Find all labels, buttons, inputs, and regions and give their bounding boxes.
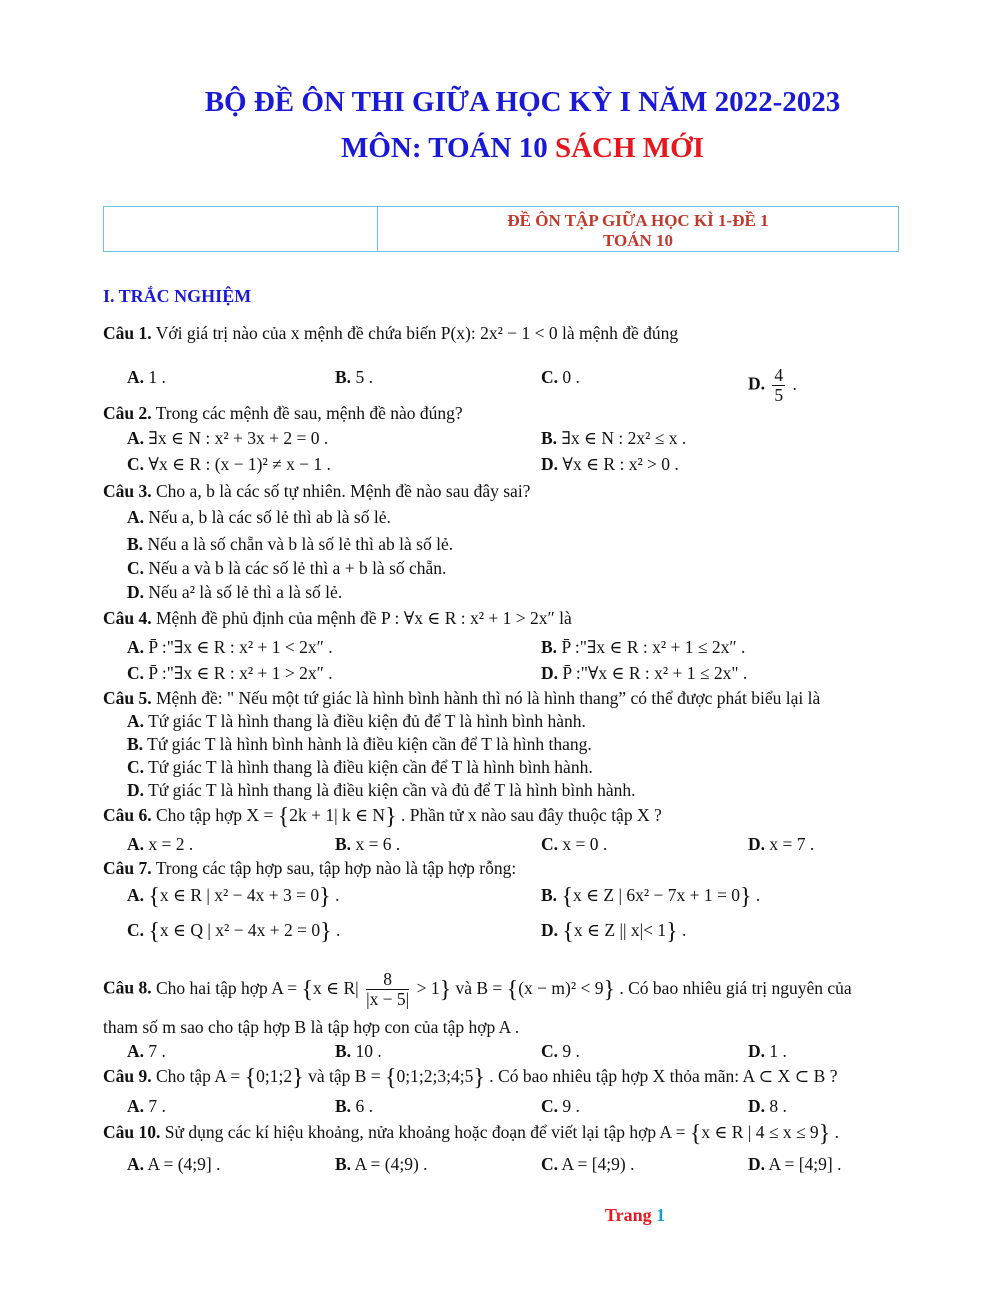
page-footer (0, 1205, 1000, 1226)
option-text: Nếu a² là số lẻ thì a là số lẻ. (148, 582, 343, 602)
answer-option[interactable] (335, 1153, 428, 1175)
answer-option[interactable] (748, 1153, 842, 1175)
option-letter: A. (127, 428, 145, 448)
answer-option[interactable] (127, 453, 331, 475)
question-label: Câu 1. (103, 323, 152, 343)
answer-option[interactable] (541, 366, 580, 388)
info-cell-right (378, 207, 898, 251)
option-text: {x ∈ R | x² − 4x + 3 = 0} . (148, 884, 340, 910)
option-letter: C. (541, 834, 559, 854)
option-letter: C. (127, 454, 145, 474)
option-letter: D. (748, 373, 766, 394)
question-text: Mệnh đề phủ định của mệnh đề P : ∀x ∈ R : x² + 1 > 2x″ là (156, 608, 572, 628)
option-text: x = 0 . (562, 834, 608, 854)
option-letter: C. (541, 367, 559, 387)
option-text: P̄ :"∃x ∈ R : x² + 1 > 2x″ . (148, 663, 333, 683)
answer-option[interactable] (127, 884, 339, 908)
question-5 (103, 687, 820, 709)
option-letter: C. (127, 757, 145, 777)
option-text: Tứ giác T là hình thang là điều kiện đủ để T là hình bình hành. (148, 711, 586, 731)
option-text: {x ∈ Z || x|< 1} . (562, 919, 687, 945)
question-text: Với giá trị nào của x mệnh đề chứa biến P(x): 2x² − 1 < 0 là mệnh đề đúng (155, 323, 679, 343)
answer-option[interactable] (127, 833, 193, 855)
option-text: 8 . (769, 1096, 787, 1116)
option-letter: D. (127, 780, 145, 800)
option-text: 6 . (355, 1096, 373, 1116)
answer-option[interactable] (127, 1153, 221, 1175)
answer-option[interactable] (541, 833, 607, 855)
answer-option[interactable] (541, 1095, 580, 1117)
answer-option[interactable] (748, 1040, 787, 1062)
answer-option[interactable] (127, 581, 342, 603)
answer-option[interactable] (127, 557, 446, 579)
question-text: Cho tập A = {0;1;2} và tập B = {0;1;2;3;4;5} . Có bao nhiêu tập hợp X thỏa mãn: A ⊂ X ⊂ B ? (156, 1065, 838, 1091)
exam-info-table (103, 206, 899, 252)
option-text: 7 . (148, 1096, 166, 1116)
answer-option[interactable] (127, 733, 592, 755)
info-cell-left (104, 207, 378, 251)
question-label: Câu 10. (103, 1122, 161, 1142)
answer-option[interactable] (748, 1095, 787, 1117)
footer-label: Trang (604, 1205, 657, 1225)
option-text: Tứ giác T là hình thang là điều kiện cần và đủ để T là hình bình hành. (148, 780, 636, 800)
option-letter: A. (127, 711, 145, 731)
option-letter: D. (748, 1041, 766, 1061)
question-text: Sử dụng các kí hiệu khoảng, nửa khoảng hoặc đoạn để viết lại tập hợp A = {x ∈ R | 4 ≤ x ≤ 9} . (164, 1121, 839, 1147)
option-text: 5 . (355, 367, 373, 387)
question-7 (103, 857, 516, 879)
answer-option[interactable] (127, 919, 340, 943)
question-text: Trong các tập hợp sau, tập hợp nào là tập hợp rỗng: (155, 858, 517, 878)
option-letter: B. (127, 534, 144, 554)
option-letter: C. (127, 920, 145, 940)
option-text: Tứ giác T là hình thang là điều kiện cần để T là hình bình hành. (148, 757, 593, 777)
answer-option[interactable] (127, 710, 586, 732)
option-text: ∀x ∈ R : (x − 1)² ≠ x − 1 . (148, 454, 331, 474)
answer-option[interactable] (127, 1095, 166, 1117)
answer-option[interactable] (127, 636, 333, 658)
question-10 (103, 1121, 839, 1145)
option-text: A = (4;9) . (354, 1154, 428, 1174)
option-letter: B. (127, 734, 144, 754)
question-label: Câu 8. (103, 977, 152, 998)
answer-option[interactable] (127, 756, 593, 778)
option-letter: A. (127, 834, 145, 854)
answer-option[interactable] (541, 636, 745, 658)
fraction: $\frac{8}{|x - 5|}$ (366, 969, 410, 1009)
option-letter: C. (541, 1041, 559, 1061)
answer-option[interactable] (127, 1040, 166, 1062)
answer-option[interactable] (748, 366, 797, 405)
option-text: A = (4;9] . (147, 1154, 221, 1174)
option-letter: B. (541, 885, 558, 905)
option-letter: D. (748, 834, 766, 854)
option-text: P̄ :"∃x ∈ R : x² + 1 < 2x″ . (148, 637, 333, 657)
answer-option[interactable] (127, 427, 328, 449)
option-letter: D. (748, 1154, 766, 1174)
answer-option[interactable] (335, 1095, 373, 1117)
option-letter: B. (335, 1041, 352, 1061)
question-4 (103, 607, 572, 629)
answer-option[interactable] (335, 1040, 382, 1062)
question-text: Mệnh đề: " Nếu một tứ giác là hình bình hành thì nó là hình thang” có thể được phát biểu lại là (156, 688, 821, 708)
question-text: Cho a, b là các số tự nhiên. Mệnh đề nào sau đây sai? (156, 481, 531, 501)
answer-option[interactable] (127, 366, 166, 388)
answer-option[interactable] (127, 662, 333, 684)
question-8 (103, 970, 852, 1009)
question-2 (103, 402, 463, 424)
option-text: 9 . (562, 1041, 580, 1061)
option-text: 7 . (148, 1041, 166, 1061)
option-letter: A. (127, 1041, 145, 1061)
option-letter: B. (335, 834, 352, 854)
option-text: ∃x ∈ N : x² + 3x + 2 = 0 . (148, 428, 329, 448)
title-highlight: SÁCH MỚI (554, 132, 705, 164)
option-text: Nếu a và b là các số lẻ thì a + b là số chẵn. (148, 558, 447, 578)
option-letter: D. (748, 1096, 766, 1116)
question-label: Câu 4. (103, 608, 152, 628)
option-text: 10 . (355, 1041, 382, 1061)
option-text: 1 . (769, 1041, 787, 1061)
question-6 (103, 804, 662, 828)
option-text: x = 2 . (148, 834, 194, 854)
option-letter: B. (335, 1096, 352, 1116)
option-text: A = [4;9) . (561, 1154, 635, 1174)
option-letter: D. (541, 454, 559, 474)
question-label: Câu 6. (103, 805, 152, 825)
question-3 (103, 480, 530, 502)
option-text: P̄ :"∀x ∈ R : x² + 1 ≤ 2x" . (562, 663, 748, 683)
page-title-line1: BỘ ĐỀ ÔN THI GIỮA HỌC KỲ I NĂM 2022-2023 (204, 86, 841, 118)
option-letter: B. (541, 428, 558, 448)
option-letter: C. (127, 558, 145, 578)
option-letter: D. (127, 582, 145, 602)
question-label: Câu 5. (103, 688, 152, 708)
option-letter: D. (541, 663, 559, 683)
fraction: $\frac{4}{5}$ (774, 365, 784, 405)
option-text: ∃x ∈ N : 2x² ≤ x . (561, 428, 687, 448)
question-1 (103, 322, 678, 344)
option-text: Nếu a là số chẵn và b là số lẻ thì ab là số lẻ. (147, 534, 454, 554)
page-title-line2 (0, 131, 1000, 165)
option-letter: A. (127, 507, 145, 527)
answer-option[interactable] (335, 366, 373, 388)
question-label: Câu 2. (103, 403, 152, 423)
option-letter: B. (335, 1154, 352, 1174)
option-letter: C. (541, 1096, 559, 1116)
question-8-continuation: tham số m sao cho tập hợp B là tập hợp con của tập hợp A . (103, 1017, 520, 1037)
option-letter: C. (127, 663, 145, 683)
answer-option[interactable] (541, 453, 679, 475)
option-text: ∀x ∈ R : x² > 0 . (562, 454, 679, 474)
answer-option[interactable] (541, 662, 747, 684)
option-text: P̄ :"∃x ∈ R : x² + 1 ≤ 2x″ . (561, 637, 746, 657)
option-letter: A. (127, 637, 145, 657)
option-letter: A. (127, 1154, 145, 1174)
question-label: Câu 7. (103, 858, 152, 878)
option-letter: C. (541, 1154, 559, 1174)
option-text: 0 . (562, 367, 580, 387)
option-text: A = [4;9] . (768, 1154, 842, 1174)
answer-option[interactable] (541, 1153, 635, 1175)
title-subject: MÔN: TOÁN 10 (340, 132, 555, 164)
option-text: $\frac{4}{5}$ . (774, 365, 797, 405)
section-title: I. TRẮC NGHIỆM (103, 286, 252, 306)
exam-name: ĐỀ ÔN TẬP GIỮA HỌC KÌ 1-ĐỀ 1 (507, 211, 769, 230)
answer-option[interactable] (748, 833, 814, 855)
option-text: {x ∈ Q | x² − 4x + 2 = 0} . (148, 919, 341, 945)
answer-option[interactable] (127, 779, 635, 801)
answer-option[interactable] (335, 833, 400, 855)
page-number: 1 (656, 1205, 666, 1225)
option-text: Nếu a, b là các số lẻ thì ab là số lẻ. (148, 507, 391, 527)
option-letter: A. (127, 367, 145, 387)
question-label: Câu 3. (103, 481, 152, 501)
option-letter: A. (127, 885, 145, 905)
option-text: 9 . (562, 1096, 580, 1116)
question-label: Câu 9. (103, 1066, 152, 1086)
option-text: x = 6 . (355, 834, 401, 854)
option-text: x = 7 . (769, 834, 815, 854)
option-letter: D. (541, 920, 559, 940)
exam-subject: TOÁN 10 (602, 231, 674, 250)
option-letter: B. (335, 367, 352, 387)
option-text: Tứ giác T là hình bình hành là điều kiện cần để T là hình thang. (147, 734, 592, 754)
question-9 (103, 1065, 837, 1089)
answer-option[interactable] (541, 884, 760, 908)
option-letter: B. (541, 637, 558, 657)
answer-option[interactable] (127, 506, 391, 528)
answer-option[interactable] (541, 427, 686, 449)
answer-option[interactable] (541, 1040, 580, 1062)
question-text: Cho hai tập hợp A = {x ∈ R| $\frac{8}{|x - 5|}$ > 1} và B = {(x − m)² < 9} . Có bao nhiêu giá trị nguyên của (156, 969, 852, 1009)
question-text: Cho tập hợp X = {2k + 1| k ∈ N} . Phần tử x nào sau đây thuộc tập X ? (156, 804, 662, 830)
answer-option[interactable] (127, 533, 453, 555)
answer-option[interactable] (541, 919, 686, 943)
option-text: {x ∈ Z | 6x² − 7x + 1 = 0} . (561, 884, 761, 910)
option-letter: A. (127, 1096, 145, 1116)
option-text: 1 . (148, 367, 166, 387)
question-text: Trong các mệnh đề sau, mệnh đề nào đúng? (155, 403, 463, 423)
